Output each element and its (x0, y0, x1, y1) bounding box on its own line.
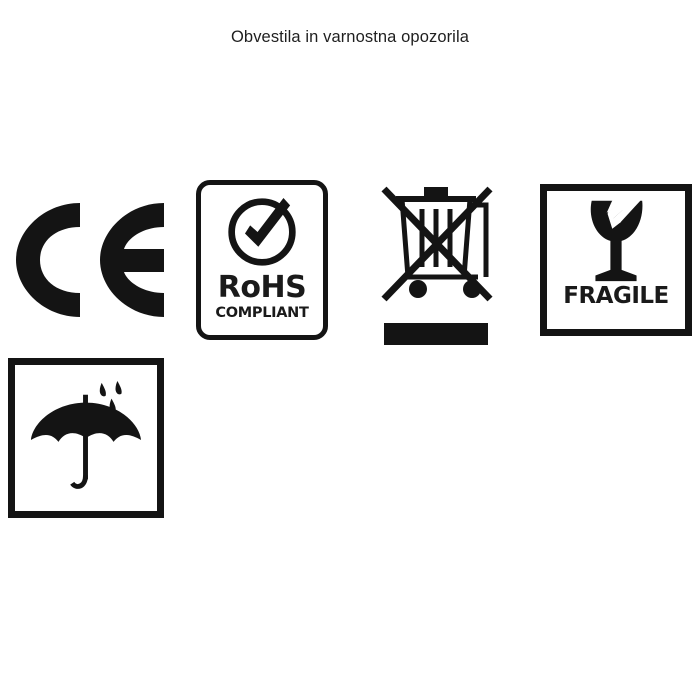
symbol-weee-bin (372, 165, 500, 345)
symbol-rohs-compliant (196, 180, 328, 340)
symbol-fragile (540, 184, 692, 336)
page-title: Obvestila in varnostna opozorila (231, 28, 469, 46)
symbol-keep-dry (8, 358, 164, 518)
symbol-ce-marking (8, 195, 178, 325)
safety-symbol-row (0, 160, 700, 360)
weee-solid-bar (384, 323, 488, 345)
rohs-caption: COMPLIANT (215, 305, 309, 321)
crossed-out-wheeled-bin-icon (372, 165, 500, 321)
rohs-label: RoHS (217, 270, 307, 305)
ce-letter-c-icon (8, 195, 98, 325)
rohs-check-icon (225, 195, 299, 269)
umbrella-rain-icon (27, 377, 145, 499)
broken-glass-icon (578, 197, 654, 283)
fragile-label: FRAGILE (563, 283, 669, 309)
ce-letter-e-icon (86, 195, 176, 325)
